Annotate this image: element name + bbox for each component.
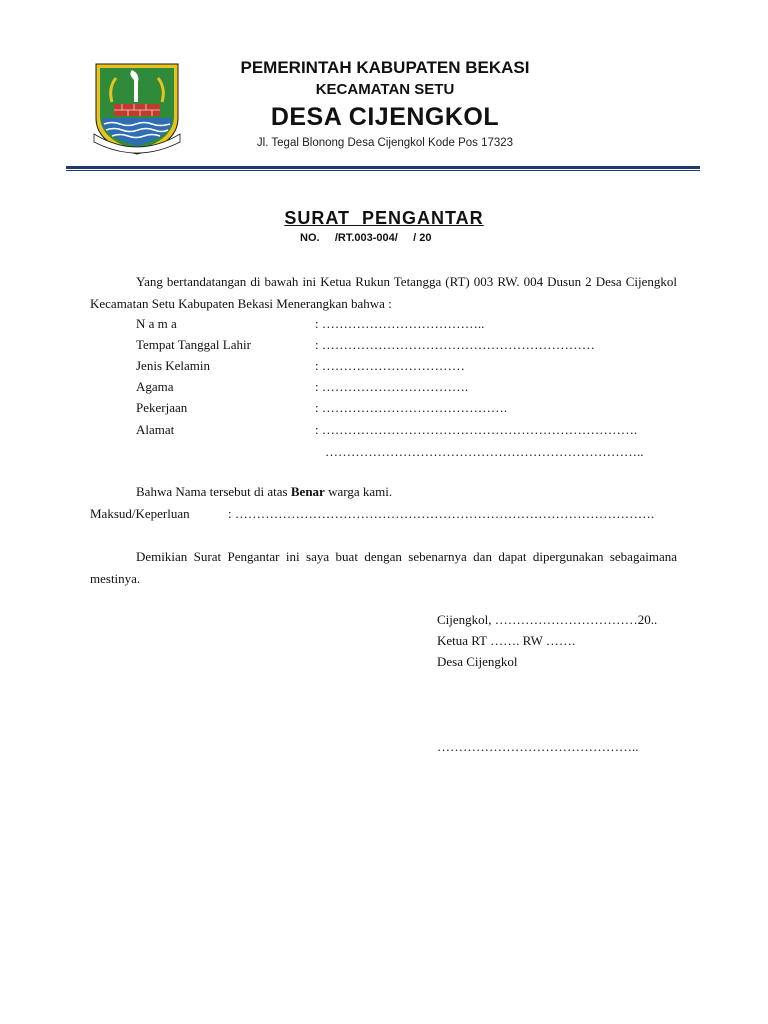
district-name: KECAMATAN SETU <box>315 81 455 98</box>
signature-role: Ketua RT ……. RW ……. <box>437 633 576 648</box>
village-name: DESA CIJENGKOL <box>270 103 500 131</box>
statement-bold-word: Benar <box>290 484 325 499</box>
field-value-birth: : ……………………………………………………… <box>315 337 595 352</box>
field-value-gender: : …………………………… <box>315 358 465 373</box>
government-name: PEMERINTAH KABUPATEN BEKASI <box>240 58 530 77</box>
letter-title: SURAT PENGANTAR <box>284 208 484 228</box>
header-rule-thick <box>66 166 700 169</box>
field-label-name: N a m a <box>136 316 177 331</box>
field-value-occupation: : ……………………………………. <box>315 400 508 415</box>
purpose-value: : ……………………………………………………………………………………. <box>228 506 655 521</box>
field-label-address: Alamat <box>136 422 175 437</box>
field-label-gender: Jenis Kelamin <box>136 358 211 373</box>
closing-paragraph: Demikian Surat Pengantar ini saya buat dengan sebenarnya dan dapat dipergunakan sebagaimana mestinya. <box>90 549 677 586</box>
statement-text-pre: Bahwa Nama tersebut di atas <box>136 484 291 499</box>
letter-number: NO. /RT.003-004/ / 20 <box>300 232 432 244</box>
field-label-religion: Agama <box>136 379 174 394</box>
bekasi-regency-emblem <box>90 60 184 156</box>
office-address: Jl. Tegal Blonong Desa Cijengkol Kode Pos 17323 <box>256 137 514 149</box>
field-value-religion: : ……………………………. <box>315 379 469 394</box>
signature-name-line: ……………………………………….. <box>437 739 639 754</box>
field-value-name: : ……………………………….. <box>315 316 485 331</box>
field-value-address: : ………………………………………………………………. <box>315 422 638 437</box>
intro-paragraph: Yang bertandatangan di bawah ini Ketua Rukun Tetangga (RT) 003 RW. 004 Dusun 2 Desa Cijengkol Kecamatan Setu Kabupaten Bekasi Menerangkan bahwa : <box>90 274 677 311</box>
purpose-label: Maksud/Keperluan <box>90 506 190 521</box>
statement-line <box>136 484 392 500</box>
signature-village: Desa Cijengkol <box>437 654 518 669</box>
statement-text-post: warga kami. <box>324 484 393 499</box>
field-value-address-continuation: ……………………………………………………………….. <box>325 444 644 459</box>
signature-place-date: Cijengkol, ……………………………20.. <box>437 612 658 627</box>
field-label-birth: Tempat Tanggal Lahir <box>136 337 251 352</box>
field-label-occupation: Pekerjaan <box>136 400 188 415</box>
header-rule-thin <box>66 170 700 171</box>
